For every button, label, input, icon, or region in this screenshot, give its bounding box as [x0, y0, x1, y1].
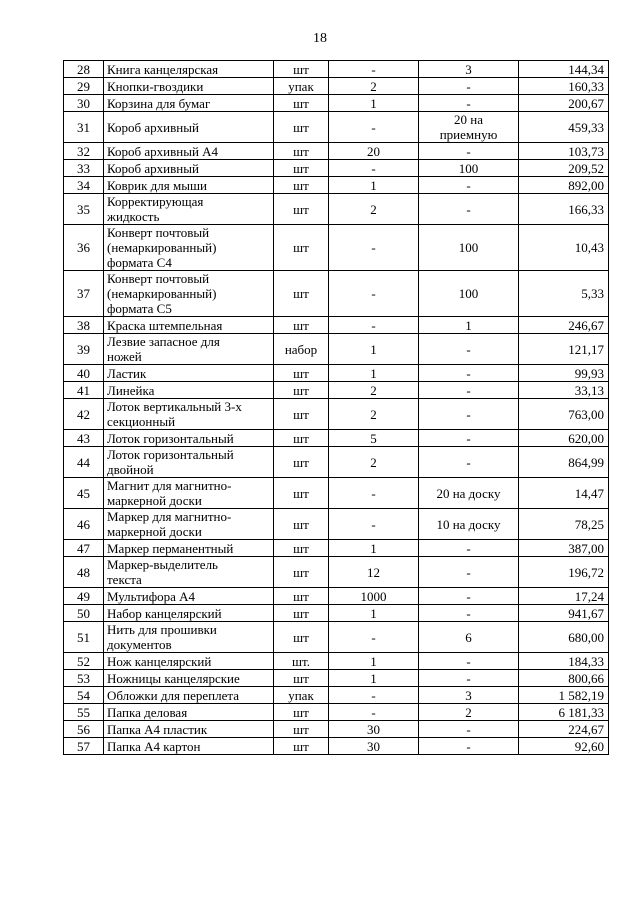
- unit-price: 184,33: [519, 653, 609, 670]
- row-number: 50: [64, 605, 104, 622]
- table-row: [64, 225, 609, 271]
- item-name: Мультифора А4: [104, 588, 274, 605]
- row-number: 51: [64, 622, 104, 653]
- unit-of-measure: шт: [274, 605, 329, 622]
- quantity-per-department: -: [419, 653, 519, 670]
- quantity-per-employee: -: [329, 225, 419, 271]
- unit-price: 14,47: [519, 478, 609, 509]
- item-name: Кнопки-гвоздики: [104, 78, 274, 95]
- unit-of-measure: упак: [274, 78, 329, 95]
- table-row: [64, 95, 609, 112]
- quantity-per-department: -: [419, 588, 519, 605]
- unit-price: 196,72: [519, 557, 609, 588]
- unit-price: 166,33: [519, 194, 609, 225]
- quantity-per-department: 100: [419, 271, 519, 317]
- table-row: [64, 160, 609, 177]
- table-row: [64, 509, 609, 540]
- table-row: [64, 78, 609, 95]
- item-name: Магнит для магнитно- маркерной доски: [104, 478, 274, 509]
- row-number: 34: [64, 177, 104, 194]
- unit-of-measure: шт: [274, 447, 329, 478]
- unit-price: 387,00: [519, 540, 609, 557]
- quantity-per-employee: 30: [329, 738, 419, 755]
- row-number: 29: [64, 78, 104, 95]
- item-name: Ластик: [104, 365, 274, 382]
- unit-price: 620,00: [519, 430, 609, 447]
- unit-price: 160,33: [519, 78, 609, 95]
- item-name: Лоток горизонтальный: [104, 430, 274, 447]
- unit-of-measure: шт: [274, 160, 329, 177]
- item-name: Маркер перманентный: [104, 540, 274, 557]
- unit-price: 92,60: [519, 738, 609, 755]
- table-row: [64, 557, 609, 588]
- row-number: 37: [64, 271, 104, 317]
- quantity-per-department: -: [419, 177, 519, 194]
- unit-of-measure: шт: [274, 588, 329, 605]
- quantity-per-employee: 2: [329, 382, 419, 399]
- row-number: 56: [64, 721, 104, 738]
- quantity-per-employee: 1: [329, 177, 419, 194]
- item-name: Конверт почтовый (немаркированный) формата С4: [104, 225, 274, 271]
- table-row: [64, 540, 609, 557]
- table-row: [64, 317, 609, 334]
- supplies-table: [63, 60, 609, 755]
- item-name: Корректирующая жидкость: [104, 194, 274, 225]
- row-number: 43: [64, 430, 104, 447]
- quantity-per-employee: 1: [329, 653, 419, 670]
- unit-price: 800,66: [519, 670, 609, 687]
- unit-of-measure: шт.: [274, 653, 329, 670]
- unit-of-measure: упак: [274, 687, 329, 704]
- row-number: 47: [64, 540, 104, 557]
- row-number: 41: [64, 382, 104, 399]
- quantity-per-employee: 1: [329, 334, 419, 365]
- quantity-per-department: 1: [419, 317, 519, 334]
- item-name: Лезвие запасное для ножей: [104, 334, 274, 365]
- table-body: [64, 61, 609, 755]
- row-number: 52: [64, 653, 104, 670]
- quantity-per-department: -: [419, 95, 519, 112]
- unit-of-measure: шт: [274, 143, 329, 160]
- row-number: 35: [64, 194, 104, 225]
- quantity-per-employee: 2: [329, 194, 419, 225]
- quantity-per-department: -: [419, 78, 519, 95]
- quantity-per-employee: -: [329, 271, 419, 317]
- unit-price: 10,43: [519, 225, 609, 271]
- item-name: Короб архивный А4: [104, 143, 274, 160]
- quantity-per-department: -: [419, 540, 519, 557]
- table-row: [64, 721, 609, 738]
- table-row: [64, 334, 609, 365]
- quantity-per-department: -: [419, 399, 519, 430]
- item-name: Маркер-выделитель текста: [104, 557, 274, 588]
- quantity-per-employee: 1: [329, 670, 419, 687]
- item-name: Лоток горизонтальный двойной: [104, 447, 274, 478]
- unit-of-measure: шт: [274, 622, 329, 653]
- table-row: [64, 622, 609, 653]
- quantity-per-department: -: [419, 605, 519, 622]
- table-row: [64, 430, 609, 447]
- quantity-per-department: -: [419, 365, 519, 382]
- table-row: [64, 112, 609, 143]
- row-number: 30: [64, 95, 104, 112]
- unit-of-measure: шт: [274, 365, 329, 382]
- table-row: [64, 687, 609, 704]
- table-row: [64, 61, 609, 78]
- quantity-per-department: -: [419, 194, 519, 225]
- quantity-per-department: -: [419, 334, 519, 365]
- item-name: Короб архивный: [104, 112, 274, 143]
- row-number: 39: [64, 334, 104, 365]
- unit-price: 680,00: [519, 622, 609, 653]
- quantity-per-employee: 20: [329, 143, 419, 160]
- unit-of-measure: шт: [274, 738, 329, 755]
- unit-of-measure: шт: [274, 95, 329, 112]
- unit-price: 6 181,33: [519, 704, 609, 721]
- quantity-per-department: -: [419, 557, 519, 588]
- row-number: 33: [64, 160, 104, 177]
- row-number: 38: [64, 317, 104, 334]
- quantity-per-department: 10 на доску: [419, 509, 519, 540]
- quantity-per-department: 3: [419, 61, 519, 78]
- quantity-per-department: 100: [419, 160, 519, 177]
- quantity-per-department: -: [419, 738, 519, 755]
- item-name: Книга канцелярская: [104, 61, 274, 78]
- row-number: 42: [64, 399, 104, 430]
- unit-price: 200,67: [519, 95, 609, 112]
- quantity-per-employee: 2: [329, 447, 419, 478]
- unit-of-measure: шт: [274, 430, 329, 447]
- quantity-per-department: -: [419, 430, 519, 447]
- quantity-per-department: 100: [419, 225, 519, 271]
- unit-price: 459,33: [519, 112, 609, 143]
- item-name: Конверт почтовый (немаркированный) формата С5: [104, 271, 274, 317]
- quantity-per-department: -: [419, 721, 519, 738]
- table-row: [64, 143, 609, 160]
- item-name: Набор канцелярский: [104, 605, 274, 622]
- table-row: [64, 177, 609, 194]
- unit-of-measure: шт: [274, 382, 329, 399]
- page-number: 18: [313, 31, 327, 46]
- unit-of-measure: шт: [274, 112, 329, 143]
- row-number: 46: [64, 509, 104, 540]
- unit-of-measure: шт: [274, 61, 329, 78]
- quantity-per-employee: -: [329, 509, 419, 540]
- table-row: [64, 738, 609, 755]
- table-row: [64, 194, 609, 225]
- item-name: Обложки для переплета: [104, 687, 274, 704]
- quantity-per-employee: 1: [329, 605, 419, 622]
- quantity-per-employee: 1: [329, 95, 419, 112]
- unit-of-measure: шт: [274, 721, 329, 738]
- unit-of-measure: шт: [274, 271, 329, 317]
- unit-of-measure: шт: [274, 670, 329, 687]
- unit-of-measure: шт: [274, 509, 329, 540]
- row-number: 40: [64, 365, 104, 382]
- quantity-per-employee: -: [329, 478, 419, 509]
- quantity-per-employee: -: [329, 160, 419, 177]
- row-number: 28: [64, 61, 104, 78]
- item-name: Маркер для магнитно- маркерной доски: [104, 509, 274, 540]
- table-row: [64, 271, 609, 317]
- quantity-per-employee: -: [329, 61, 419, 78]
- unit-price: 224,67: [519, 721, 609, 738]
- unit-price: 5,33: [519, 271, 609, 317]
- quantity-per-employee: -: [329, 317, 419, 334]
- row-number: 57: [64, 738, 104, 755]
- quantity-per-employee: -: [329, 622, 419, 653]
- item-name: Лоток вертикальный 3-х секционный: [104, 399, 274, 430]
- quantity-per-employee: 1: [329, 365, 419, 382]
- item-name: Ножницы канцелярские: [104, 670, 274, 687]
- quantity-per-employee: 30: [329, 721, 419, 738]
- unit-price: 121,17: [519, 334, 609, 365]
- quantity-per-employee: 1: [329, 540, 419, 557]
- item-name: Папка деловая: [104, 704, 274, 721]
- table-row: [64, 365, 609, 382]
- item-name: Нож канцелярский: [104, 653, 274, 670]
- unit-of-measure: шт: [274, 557, 329, 588]
- table-row: [64, 399, 609, 430]
- table-row: [64, 447, 609, 478]
- unit-price: 209,52: [519, 160, 609, 177]
- unit-price: 144,34: [519, 61, 609, 78]
- unit-price: 763,00: [519, 399, 609, 430]
- unit-price: 246,67: [519, 317, 609, 334]
- unit-of-measure: шт: [274, 478, 329, 509]
- quantity-per-employee: 1000: [329, 588, 419, 605]
- unit-price: 17,24: [519, 588, 609, 605]
- unit-price: 941,67: [519, 605, 609, 622]
- quantity-per-employee: -: [329, 687, 419, 704]
- item-name: Корзина для бумаг: [104, 95, 274, 112]
- table-row: [64, 478, 609, 509]
- row-number: 44: [64, 447, 104, 478]
- quantity-per-department: -: [419, 382, 519, 399]
- unit-of-measure: шт: [274, 540, 329, 557]
- quantity-per-department: -: [419, 670, 519, 687]
- table-row: [64, 704, 609, 721]
- quantity-per-employee: 5: [329, 430, 419, 447]
- unit-price: 103,73: [519, 143, 609, 160]
- unit-of-measure: шт: [274, 194, 329, 225]
- quantity-per-employee: 2: [329, 78, 419, 95]
- quantity-per-department: -: [419, 143, 519, 160]
- quantity-per-department: 20 на приемную: [419, 112, 519, 143]
- unit-of-measure: шт: [274, 399, 329, 430]
- unit-price: 864,99: [519, 447, 609, 478]
- row-number: 53: [64, 670, 104, 687]
- row-number: 48: [64, 557, 104, 588]
- quantity-per-department: 2: [419, 704, 519, 721]
- item-name: Нить для прошивки документов: [104, 622, 274, 653]
- quantity-per-employee: -: [329, 704, 419, 721]
- table-row: [64, 653, 609, 670]
- item-name: Коврик для мыши: [104, 177, 274, 194]
- unit-of-measure: набор: [274, 334, 329, 365]
- quantity-per-employee: 12: [329, 557, 419, 588]
- item-name: Короб архивный: [104, 160, 274, 177]
- unit-price: 1 582,19: [519, 687, 609, 704]
- item-name: Линейка: [104, 382, 274, 399]
- quantity-per-department: 20 на доску: [419, 478, 519, 509]
- quantity-per-employee: -: [329, 112, 419, 143]
- unit-of-measure: шт: [274, 317, 329, 334]
- unit-price: 78,25: [519, 509, 609, 540]
- item-name: Папка А4 пластик: [104, 721, 274, 738]
- row-number: 49: [64, 588, 104, 605]
- quantity-per-department: -: [419, 447, 519, 478]
- row-number: 54: [64, 687, 104, 704]
- unit-price: 892,00: [519, 177, 609, 194]
- unit-price: 33,13: [519, 382, 609, 399]
- table-row: [64, 605, 609, 622]
- table-row: [64, 382, 609, 399]
- item-name: Папка А4 картон: [104, 738, 274, 755]
- item-name: Краска штемпельная: [104, 317, 274, 334]
- row-number: 32: [64, 143, 104, 160]
- unit-price: 99,93: [519, 365, 609, 382]
- unit-of-measure: шт: [274, 177, 329, 194]
- row-number: 55: [64, 704, 104, 721]
- quantity-per-department: 6: [419, 622, 519, 653]
- quantity-per-employee: 2: [329, 399, 419, 430]
- quantity-per-department: 3: [419, 687, 519, 704]
- row-number: 31: [64, 112, 104, 143]
- table-row: [64, 670, 609, 687]
- row-number: 36: [64, 225, 104, 271]
- row-number: 45: [64, 478, 104, 509]
- unit-of-measure: шт: [274, 225, 329, 271]
- unit-of-measure: шт: [274, 704, 329, 721]
- table-row: [64, 588, 609, 605]
